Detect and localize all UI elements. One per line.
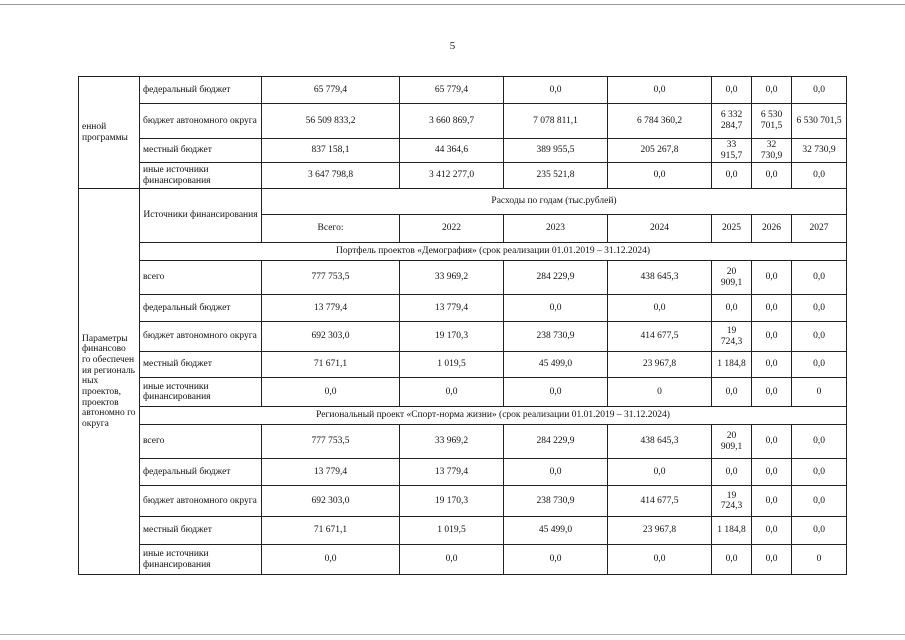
source-cell: бюджет автономного округа	[140, 104, 262, 139]
source-cell: иные источники финансирования	[140, 163, 262, 189]
params-row-head: Параметры финансово го обеспечен ия региональ ных проектов, проектов автономно го округа	[79, 189, 140, 575]
table-row	[79, 138, 847, 162]
table-row	[79, 425, 847, 459]
table-row	[79, 322, 847, 352]
value-cell: 0,0	[504, 545, 608, 575]
source-cell: федеральный бюджет	[140, 459, 262, 486]
value-cell: 0,0	[792, 425, 847, 459]
value-cell: 65 779,4	[262, 77, 400, 104]
value-cell: 13 779,4	[400, 295, 504, 322]
value-cell: 13 779,4	[400, 459, 504, 486]
value-cell: 0	[792, 378, 847, 407]
value-cell: 0,0	[608, 545, 712, 575]
value-cell: 0,0	[752, 322, 792, 352]
source-cell: федеральный бюджет	[140, 77, 262, 104]
column-header: 2026	[752, 215, 792, 243]
value-cell: 0,0	[792, 295, 847, 322]
value-cell: 6 784 360,2	[608, 104, 712, 139]
value-cell: 0,0	[262, 545, 400, 575]
column-header: 2023	[504, 215, 608, 243]
value-cell: 389 955,5	[504, 138, 608, 162]
value-cell: 0,0	[792, 352, 847, 378]
value-cell: 0,0	[792, 163, 847, 189]
source-cell: всего	[140, 261, 262, 295]
value-cell: 3 412 277,0	[400, 163, 504, 189]
value-cell: 1 019,5	[400, 352, 504, 378]
value-cell: 0	[792, 545, 847, 575]
value-cell: 205 267,8	[608, 138, 712, 162]
value-cell: 45 499,0	[504, 517, 608, 545]
project-title: Региональный проект «Спорт-норма жизни» (срок реализации 01.01.2019 – 31.12.2024)	[140, 407, 847, 425]
value-cell: 0,0	[504, 459, 608, 486]
table-row	[79, 352, 847, 378]
value-cell: 1 019,5	[400, 517, 504, 545]
table-row	[79, 378, 847, 407]
value-cell: 44 364,6	[400, 138, 504, 162]
value-cell: 0,0	[712, 295, 752, 322]
value-cell: 6 332 284,7	[712, 104, 752, 139]
source-cell: местный бюджет	[140, 352, 262, 378]
value-cell: 837 158,1	[262, 138, 400, 162]
source-cell: местный бюджет	[140, 517, 262, 545]
source-cell: иные источники финансирования	[140, 545, 262, 575]
value-cell: 0,0	[792, 77, 847, 104]
value-cell: 71 671,1	[262, 517, 400, 545]
value-cell: 0,0	[752, 163, 792, 189]
value-cell: 0,0	[712, 77, 752, 104]
column-header: 2022	[400, 215, 504, 243]
source-cell: бюджет автономного округа	[140, 322, 262, 352]
source-cell: иные источники финансирования	[140, 378, 262, 407]
value-cell: 19 170,3	[400, 322, 504, 352]
table-row	[79, 295, 847, 322]
value-cell: 0,0	[400, 545, 504, 575]
value-cell: 3 647 798,8	[262, 163, 400, 189]
source-cell: бюджет автономного округа	[140, 486, 262, 517]
column-header: 2024	[608, 215, 712, 243]
value-cell: 0	[608, 378, 712, 407]
table-row	[79, 77, 847, 104]
sources-header: Источники финансирования	[140, 189, 262, 243]
value-cell: 0,0	[712, 378, 752, 407]
value-cell: 0,0	[752, 352, 792, 378]
value-cell: 0,0	[712, 163, 752, 189]
value-cell: 0,0	[400, 378, 504, 407]
value-cell: 0,0	[752, 517, 792, 545]
table-row	[79, 104, 847, 139]
value-cell: 235 521,8	[504, 163, 608, 189]
value-cell: 0,0	[504, 295, 608, 322]
value-cell: 0,0	[752, 545, 792, 575]
header-row	[79, 189, 847, 215]
value-cell: 777 753,5	[262, 261, 400, 295]
table-row	[79, 545, 847, 575]
value-cell: 0,0	[752, 486, 792, 517]
value-cell: 414 677,5	[608, 486, 712, 517]
expenses-header: Расходы по годам (тыс.рублей)	[262, 189, 847, 215]
value-cell: 33 969,2	[400, 425, 504, 459]
source-cell: федеральный бюджет	[140, 295, 262, 322]
table-row	[79, 261, 847, 295]
value-cell: 33 969,2	[400, 261, 504, 295]
value-cell: 0,0	[608, 77, 712, 104]
value-cell: 6 530 701,5	[752, 104, 792, 139]
value-cell: 71 671,1	[262, 352, 400, 378]
value-cell: 20 909,1	[712, 261, 752, 295]
table-row	[79, 486, 847, 517]
value-cell: 56 509 833,2	[262, 104, 400, 139]
value-cell: 0,0	[608, 459, 712, 486]
value-cell: 0,0	[792, 322, 847, 352]
value-cell: 0,0	[608, 163, 712, 189]
value-cell: 7 078 811,1	[504, 104, 608, 139]
value-cell: 1 184,8	[712, 517, 752, 545]
value-cell: 777 753,5	[262, 425, 400, 459]
value-cell: 438 645,3	[608, 261, 712, 295]
program-row-head: енной программы	[79, 77, 140, 189]
value-cell: 0,0	[752, 378, 792, 407]
value-cell: 6 530 701,5	[792, 104, 847, 139]
value-cell: 238 730,9	[504, 486, 608, 517]
value-cell: 692 303,0	[262, 322, 400, 352]
table-row	[79, 163, 847, 189]
section-row	[79, 243, 847, 261]
value-cell: 33 915,7	[712, 138, 752, 162]
value-cell: 0,0	[504, 378, 608, 407]
value-cell: 32 730,9	[752, 138, 792, 162]
value-cell: 3 660 869,7	[400, 104, 504, 139]
page-number: 5	[449, 40, 456, 52]
column-header: Всего:	[262, 215, 400, 243]
column-header: 2027	[792, 215, 847, 243]
value-cell: 0,0	[792, 261, 847, 295]
value-cell: 19 724,3	[712, 322, 752, 352]
value-cell: 13 779,4	[262, 295, 400, 322]
value-cell: 0,0	[504, 77, 608, 104]
value-cell: 0,0	[752, 261, 792, 295]
table-row	[79, 517, 847, 545]
value-cell: 0,0	[792, 459, 847, 486]
value-cell: 0,0	[752, 77, 792, 104]
value-cell: 284 229,9	[504, 261, 608, 295]
value-cell: 0,0	[792, 517, 847, 545]
value-cell: 20 909,1	[712, 425, 752, 459]
value-cell: 438 645,3	[608, 425, 712, 459]
value-cell: 23 967,8	[608, 352, 712, 378]
value-cell: 1 184,8	[712, 352, 752, 378]
column-header: 2025	[712, 215, 752, 243]
scan-edge-top	[0, 4, 905, 5]
value-cell: 23 967,8	[608, 517, 712, 545]
value-cell: 238 730,9	[504, 322, 608, 352]
source-cell: всего	[140, 425, 262, 459]
table-row	[79, 459, 847, 486]
value-cell: 0,0	[712, 459, 752, 486]
value-cell: 692 303,0	[262, 486, 400, 517]
value-cell: 13 779,4	[262, 459, 400, 486]
financing-table	[78, 76, 847, 575]
value-cell: 19 724,3	[712, 486, 752, 517]
value-cell: 0,0	[752, 295, 792, 322]
value-cell: 0,0	[712, 545, 752, 575]
value-cell: 65 779,4	[400, 77, 504, 104]
value-cell: 32 730,9	[792, 138, 847, 162]
value-cell: 45 499,0	[504, 352, 608, 378]
value-cell: 0,0	[262, 378, 400, 407]
scan-edge-bottom	[0, 634, 905, 635]
value-cell: 19 170,3	[400, 486, 504, 517]
value-cell: 0,0	[792, 486, 847, 517]
section-row	[79, 407, 847, 425]
value-cell: 284 229,9	[504, 425, 608, 459]
value-cell: 414 677,5	[608, 322, 712, 352]
source-cell: местный бюджет	[140, 138, 262, 162]
value-cell: 0,0	[752, 459, 792, 486]
project-title: Портфель проектов «Демография» (срок реализации 01.01.2019 – 31.12.2024)	[140, 243, 847, 261]
value-cell: 0,0	[608, 295, 712, 322]
value-cell: 0,0	[752, 425, 792, 459]
